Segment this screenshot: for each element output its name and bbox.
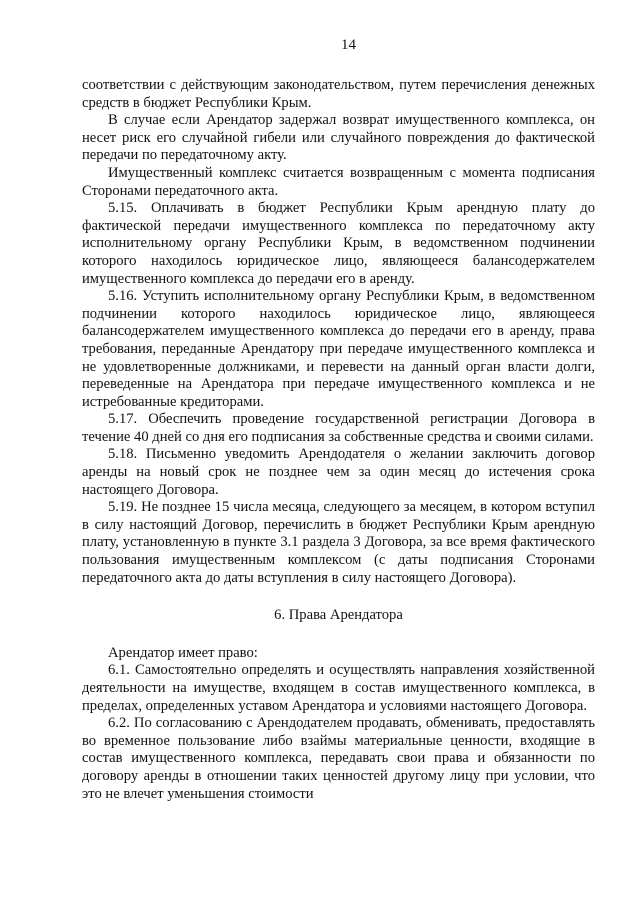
paragraph-return-moment: Имущественный комплекс считается возвращенным с момента подписания Сторонами передаточного акта. — [82, 164, 595, 199]
clause-5-19: 5.19. Не позднее 15 числа месяца, следующего за месяцем, в котором вступил в силу настоящий Договор, перечислить в бюджет Республики Крым арендную плату, установленную в пункте 3.1 раздела 3 Договора, за все время фактического пользования имущественным комплексом (с даты подписания Сторонами передаточного акта до даты вступления в силу настоящего Договора). — [82, 499, 595, 586]
clause-5-17: 5.17. Обеспечить проведение государственной регистрации Договора в течение 40 дней со дня его подписания за собственные средства и своими силами. — [82, 411, 595, 445]
clause-5-18: 5.18. Письменно уведомить Арендодателя о желании заключить договор аренды на новый срок не позднее чем за один месяц до истечения срока настоящего Договора. — [82, 446, 595, 498]
paragraph-rights-intro: Арендатор имеет право: — [108, 644, 258, 661]
clause-6-1: 6.1. Самостоятельно определять и осуществлять направления хозяйственной деятельности на имуществе, входящем в состав имущественного комплекса, в пределах, определенных уставом Арендатора и условиями настоящего Договора. — [82, 662, 595, 714]
page-number: 14 — [341, 37, 356, 53]
clause-5-16: 5.16. Уступить исполнительному органу Республики Крым, в ведомственном подчинении которого находилось юридическое лицо, являющееся балансодержателем имущественного комплекса до передачи его в аренду, права требования, переданные Арендатору при передаче имущественного комплекса и не удовлетворенные должниками, и перевести на данный орган власти долги, переведенные на Арендатора при передаче имущественного комплекса и не истребованные кредиторами. — [82, 288, 595, 410]
paragraph-continuation: соответствии с действующим законодательством, путем перечисления денежных средств в бюджет Республики Крым. — [82, 77, 595, 111]
section-title: 6. Права Арендатора — [274, 607, 403, 624]
clause-6-2: 6.2. По согласованию с Арендодателем продавать, обменивать, предоставлять во временное пользование либо взаймы материальные ценности, входящие в состав имущественного комплекса, передавать свои права и обязанности по договору аренды в отношении таких ценностей другому лицу при условии, что это не влечет уменьшения стоимости — [82, 715, 595, 802]
paragraph-return-delay: В случае если Арендатор задержал возврат имущественного комплекса, он несет риск его случайной гибели или случайного повреждения до фактической передачи по передаточному акту. — [82, 112, 595, 164]
clause-5-15: 5.15. Оплачивать в бюджет Республики Крым арендную плату до фактической передачи имущественного комплекса по передаточному акту исполнительному органу Республики Крым, в ведомственном подчинении которого находилось юридическое лицо, являющееся балансодержателем имущественного комплекса до передачи его в аренду. — [82, 200, 595, 287]
